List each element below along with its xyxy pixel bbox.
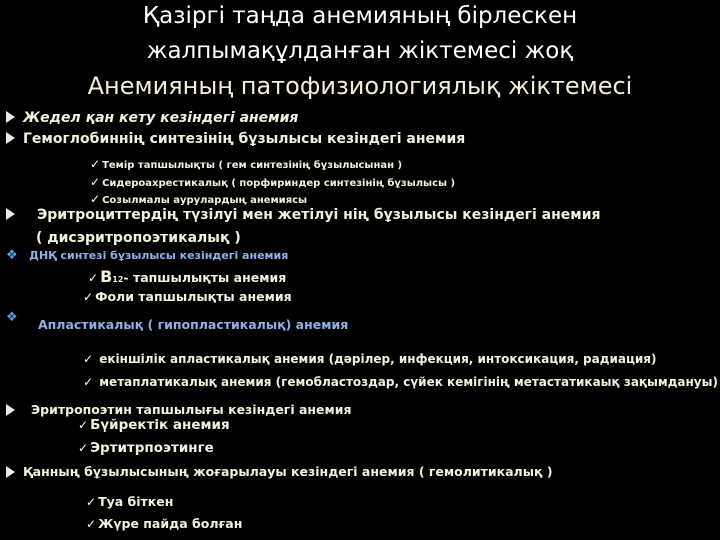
- title-line-1: Қазіргі таңда анемияның бірлескен: [142, 3, 578, 29]
- item-erythrocyte-formation: [6, 207, 601, 223]
- subitem-sideroachrestic: ✓ Сидероахрестикалық ( порфириндер синтезінің бұзылысы ): [90, 175, 456, 189]
- arrow-bullet-icon: [6, 111, 15, 123]
- item-label: Жедел қан кету кезіндегі анемия: [23, 110, 299, 126]
- item-erythropoietin: [6, 402, 352, 417]
- diamond-bullet-icon: ❖: [6, 310, 18, 325]
- title-line-2: жалпымақұлданған жіктемесі жоқ: [146, 38, 574, 64]
- subitem-folate: ✓ Фоли тапшылықты анемия: [83, 289, 292, 304]
- checkmark-icon: ✓: [86, 517, 97, 531]
- checkmark-icon: ✓: [90, 175, 101, 189]
- arrow-bullet-icon: [6, 466, 15, 478]
- subitem-congenital: ✓ Туа біткен: [86, 494, 174, 509]
- item-hemoglobin-synthesis: [6, 131, 465, 147]
- checkmark-icon: ✓: [78, 441, 89, 455]
- item-label: Қанның бұзылысының жоғарылауы кезіндегі анемия ( гемолитикалық ): [23, 464, 553, 479]
- subitem-iron-deficiency: ✓ Темір тапшылықты ( гем синтезінің бұзылысынан ): [90, 157, 403, 171]
- item-hemolytic: [6, 464, 553, 479]
- arrow-bullet-icon: [6, 208, 15, 220]
- checkmark-icon: ✓: [90, 157, 101, 171]
- subitem-secondary-aplastic: ✓ екіншілік апластикалық анемия (дәрілер, инфекция, интоксикация, радиация): [83, 352, 657, 366]
- subtitle: Анемияның патофизиологиялық жіктемесі: [87, 72, 633, 100]
- checkmark-icon: ✓: [83, 290, 94, 304]
- subitem-chronic-disease: ✓ Созылмалы аурулардың анемиясы: [90, 192, 308, 206]
- subitem-b12: ✓ В12- тапшылықты анемия: [88, 267, 287, 286]
- subitem-acquired: ✓ Жүре пайда болған: [86, 516, 243, 531]
- checkmark-icon: ✓: [83, 352, 94, 366]
- item-dna-synthesis: [6, 248, 288, 263]
- checkmark-icon: ✓: [90, 192, 101, 206]
- item-label: Эритроциттердің түзілуі мен жетілуі нің бұзылысы кезіндегі анемия: [37, 207, 601, 223]
- subitem-metaplastic: ✓ метаплатикалық анемия (гемобластоздар, сүйек кемігінің метастатикаық зақымдануы): [83, 375, 718, 389]
- arrow-bullet-icon: [6, 404, 15, 416]
- checkmark-icon: ✓: [86, 495, 97, 509]
- item-acute-blood-loss: [6, 110, 298, 126]
- checkmark-icon: ✓: [88, 271, 99, 285]
- subitem-anti-epo: ✓ Эртитрпоэтинге: [78, 440, 214, 456]
- item-aplastic: Апластикалық ( гипопластикалық) анемия: [38, 317, 349, 332]
- item-label: ДНҚ синтезі бұзылысы кезіндегі анемия: [29, 249, 289, 262]
- diamond-bullet-icon: ❖: [6, 248, 18, 263]
- item-label: Эритропоэтин тапшылығы кезіндегі анемия: [31, 402, 352, 417]
- item-erythrocyte-formation-cont: ( дисэритропоэтикалық ): [36, 230, 241, 246]
- arrow-bullet-icon: [6, 132, 15, 144]
- item-label: Гемоглобиннің синтезінің бұзылысы кезіндегі анемия: [23, 131, 466, 147]
- subitem-renal: ✓ Бүйректік анемия: [78, 417, 230, 433]
- checkmark-icon: ✓: [78, 418, 89, 432]
- checkmark-icon: ✓: [83, 375, 94, 389]
